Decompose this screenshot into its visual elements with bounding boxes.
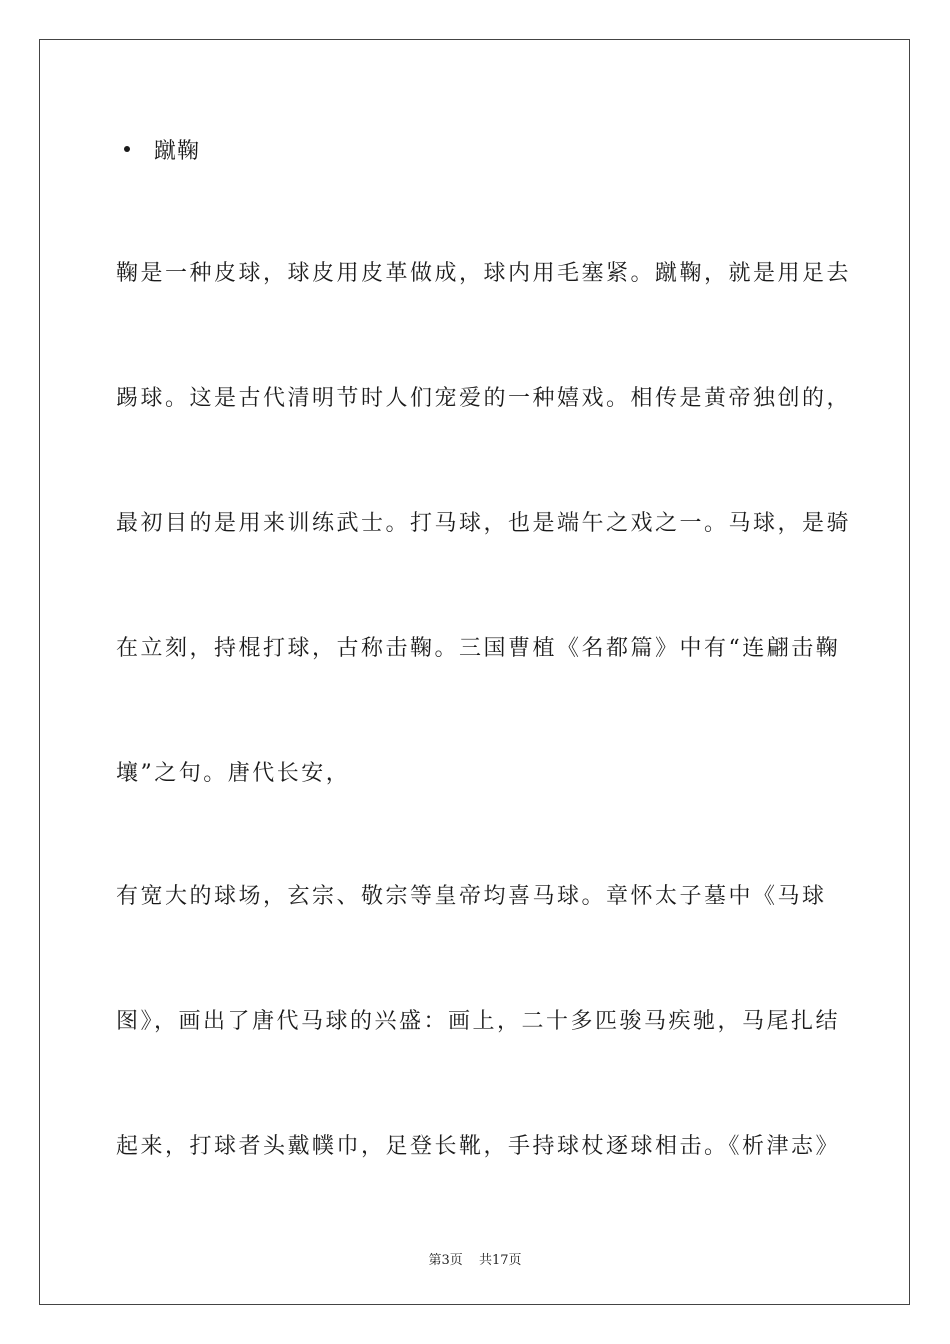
page-total: 共17页 [478, 1253, 522, 1268]
paragraph-line: 在立刻，持棍打球，古称击鞠。三国曹植《名都篇》中有“连翩击鞠 [116, 636, 841, 661]
paragraph-line: 踢球。这是古代清明节时人们宠爱的一种嬉戏。相传是黄帝独创的， [116, 386, 852, 411]
section-heading [120, 132, 200, 166]
paragraph-line: 壤”之句。唐代长安， [116, 761, 351, 786]
paragraph-line: 图》，画出了唐代马球的兴盛：画上，二十多匹骏马疾驰，马尾扎结 [116, 1009, 841, 1034]
paragraph-line: 鞠是一种皮球，球皮用皮革做成，球内用毛塞紧。蹴鞠，就是用足去 [116, 261, 852, 286]
page-frame [39, 39, 910, 1305]
paragraph-line: 有宽大的球场，玄宗、敬宗等皇帝均喜马球。章怀太子墓中《马球 [116, 884, 827, 909]
heading-text: 蹴鞠 [154, 138, 201, 164]
bullet-icon [124, 146, 130, 152]
paragraph-line: 最初目的是用来训练武士。打马球，也是端午之戏之一。马球，是骑 [116, 511, 852, 536]
page-number: 第3页 [428, 1253, 463, 1268]
paragraph-line: 起来，打球者头戴幞巾，足登长靴，手持球杖逐球相击。《析津志》 [116, 1134, 841, 1159]
page-footer [0, 1249, 950, 1268]
